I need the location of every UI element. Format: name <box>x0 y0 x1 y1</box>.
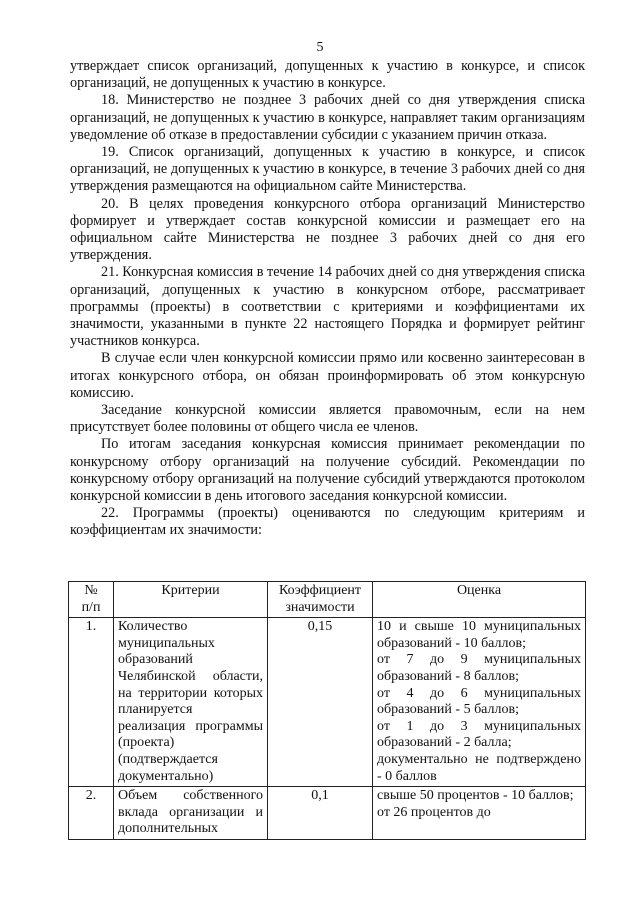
row-number: 1. <box>69 618 114 787</box>
score-line: от 26 процентов до <box>377 804 491 820</box>
paragraph: 20. В целях проведения конкурсного отбора организаций Министерство формирует и утверждает состав конкурсной комиссии и размещает его на официальном сайте Министерства не позднее 3 рабочих дней со дня его утверждения. <box>70 195 585 264</box>
row-criteria: Объем собственного вклада организации и дополнительных <box>114 787 268 840</box>
row-score <box>373 618 586 787</box>
paragraph: утверждает список организаций, допущенных к участию в конкурсе, и список организаций, не допущенных к участию в конкурсе. <box>70 58 585 92</box>
paragraph: 18. Министерство не позднее 3 рабочих дней со дня утверждения списка организаций, не допущенных к участию в конкурсе, направляет таким организациям уведомление об отказе в предоставлении субсидии с указанием причин отказа. <box>70 92 585 143</box>
score-line: от 7 до 9 муниципальных образований - 8 баллов; <box>377 652 581 684</box>
score-line: 10 и свыше 10 муниципальных образований - 10 баллов; <box>377 619 581 651</box>
score-line: документально не подтверждено - 0 баллов <box>377 751 581 784</box>
score-line: от 1 до 3 муниципальных образований - 2 балла; <box>377 718 581 751</box>
table-row <box>69 618 586 787</box>
paragraph: Заседание конкурсной комиссии является правомочным, если на нем присутствует более половины от общего числа ее членов. <box>70 402 585 436</box>
paragraph: 21. Конкурсная комиссия в течение 14 рабочих дней со дня утверждения списка организаций, допущенных к участию в конкурсном отборе, рассматривает программы (проекты) в соответствии с критериями и коэффициентами их значимости, указанными в пункте 22 настоящего Порядка и формирует рейтинг участников конкурса. <box>70 264 585 350</box>
criteria-table <box>68 581 586 840</box>
page-number: 5 <box>316 40 324 55</box>
header-number: № п/п <box>69 582 114 618</box>
paragraph: 22. Программы (проекты) оцениваются по следующим критериям и коэффициентам их значимости: <box>70 505 585 539</box>
row-score <box>373 787 586 840</box>
header-criteria: Критерии <box>114 582 268 618</box>
table-header-row <box>69 582 586 618</box>
document-body <box>70 58 585 540</box>
score-line: свыше 50 процентов - 10 баллов; <box>377 788 574 804</box>
header-score: Оценка <box>373 582 586 618</box>
row-coefficient: 0,15 <box>268 618 373 787</box>
row-number: 2. <box>69 787 114 840</box>
score-line: от 4 до 6 муниципальных образований - 5 баллов; <box>377 685 581 718</box>
table-row <box>69 787 586 840</box>
paragraph: 19. Список организаций, допущенных к участию в конкурсе, и список организаций, не допущенных к участию в конкурсе, в течение 3 рабочих дней со дня утверждения размещаются на официальном сайте Министерства. <box>70 144 585 195</box>
row-criteria: Количество муниципальных образований Челябинской области, на территории которых планируется реализация программы (проекта) (подтверждается документально) <box>114 618 268 787</box>
header-coefficient: Коэффициент значимости <box>268 582 373 618</box>
paragraph: В случае если член конкурсной комиссии прямо или косвенно заинтересован в итогах конкурсного отбора, он обязан проинформировать об этом конкурсную комиссию. <box>70 350 585 401</box>
row-coefficient: 0,1 <box>268 787 373 840</box>
paragraph: По итогам заседания конкурсная комиссия принимает рекомендации по конкурсному отбору организаций на получение субсидий. Рекомендации по конкурсному отбору организаций на получение субсидий утверждаются протоколом конкурсной комиссии в день итогового заседания конкурсной комиссии. <box>70 436 585 505</box>
